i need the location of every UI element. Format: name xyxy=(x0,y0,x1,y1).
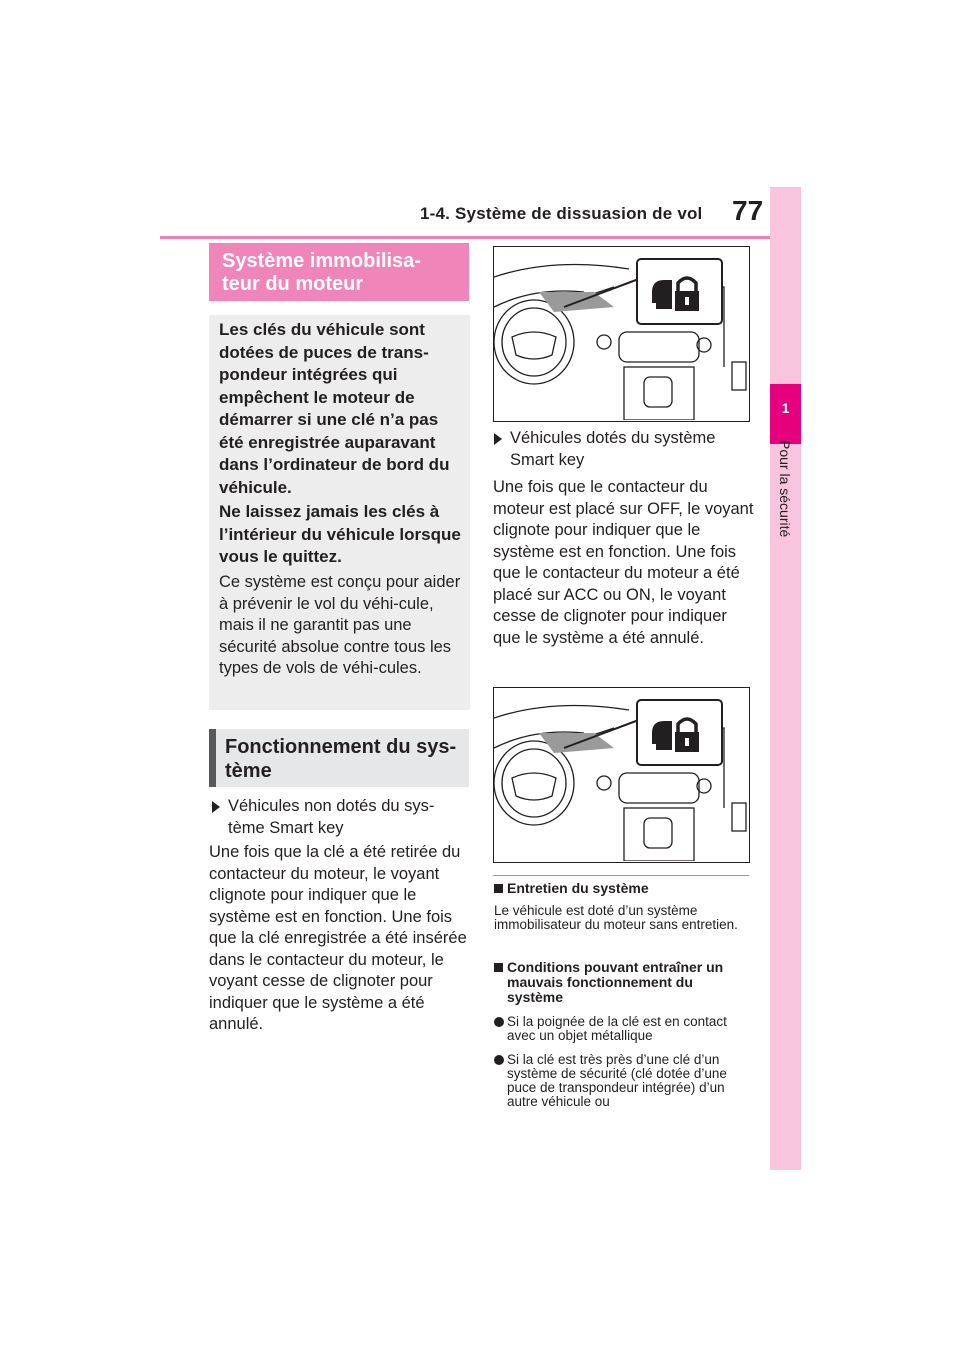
chapter-side-tab xyxy=(770,187,801,1170)
triangle-bullet-icon xyxy=(212,801,220,813)
list-item-smart-key xyxy=(494,428,754,471)
note-title-label: Conditions pouvant entraîner un mauvais fonctionnement du système xyxy=(507,959,724,1005)
note-text-maintenance: Le véhicule est doté d’un système immobilisateur du moteur sans entretien. xyxy=(494,903,738,932)
notes-divider xyxy=(493,875,749,876)
paragraph-smart-key: Une fois que le contacteur du moteur est placé sur OFF, le voyant clignote pour indiquer que le système est en fonction. Une fois que le contacteur du moteur a été placé sur ACC ou ON, le voyant cesse de clignoter pour indiquer que le système a été annulé. xyxy=(493,478,754,647)
note-bullet-label: Si la poignée de la clé est en contact avec un objet métallique xyxy=(507,1014,727,1043)
square-bullet-icon xyxy=(494,963,503,972)
subsection-title-operation: Fonctionnement du sys- tème xyxy=(225,736,457,782)
note-bullet-label: Si la clé est très près d’une clé d’un système de sécurité (clé dotée d’une puce de transpondeur intégrée) d’un autre véhicule ou xyxy=(507,1052,727,1109)
section-header-title: 1-4. Système de dissuasion de vol xyxy=(420,204,703,223)
chapter-label: Pour la sécurité xyxy=(777,440,793,538)
note-bullet-other-key xyxy=(494,1053,752,1109)
round-bullet-icon xyxy=(494,1017,504,1027)
paragraph-no-smart-key: Une fois que la clé a été retirée du contacteur du moteur, le voyant clignote pour indiquer que le système est en fonction. Une fois que la clé enregistrée a été insérée dans le contacteur du moteur, le voyant cesse de clignoter pour indiquer que le système a été annulé. xyxy=(209,843,467,1033)
header-divider xyxy=(160,236,770,239)
list-item-label: Véhicules non dotés du sys-tème Smart key xyxy=(228,797,435,837)
round-bullet-icon xyxy=(494,1055,504,1065)
note-title-label: Entretien du système xyxy=(507,880,649,896)
triangle-bullet-icon xyxy=(494,433,502,445)
dashboard-illustration-1 xyxy=(493,246,750,422)
dashboard-illustration-2 xyxy=(493,687,750,863)
intro-bold-paragraph-2: Ne laissez jamais les clés à l’intérieur du véhicule lorsque vous le quittez. xyxy=(219,502,461,566)
page-number: 77 xyxy=(732,195,764,226)
square-bullet-icon xyxy=(494,884,503,893)
intro-bold-paragraph-1: Les clés du véhicule sont dotées de puces de trans-pondeur intégrées qui empêchent le moteur de démarrer si une clé n’a pas été enregistrée auparavant dans l’ordinateur de bord du véhicule. xyxy=(219,320,450,497)
intro-paragraph: Ce système est conçu pour aider à prévenir le vol du véhi-cule, mais il ne garantit pas une sécurité absolue contre tous les types de vols de véhi-cules. xyxy=(219,573,461,677)
dashboard-drawing xyxy=(494,247,748,420)
section-title-immobiliser: Système immobilisa- teur du moteur xyxy=(222,250,421,295)
list-item-label: Véhicules dotés du système Smart key xyxy=(510,429,716,469)
list-item-no-smart-key xyxy=(212,796,467,839)
chapter-number: 1 xyxy=(781,400,790,416)
note-bullet-metal xyxy=(494,1015,752,1043)
note-title-conditions xyxy=(494,960,752,1005)
note-title-maintenance xyxy=(494,881,754,896)
dashboard-drawing xyxy=(494,688,748,861)
